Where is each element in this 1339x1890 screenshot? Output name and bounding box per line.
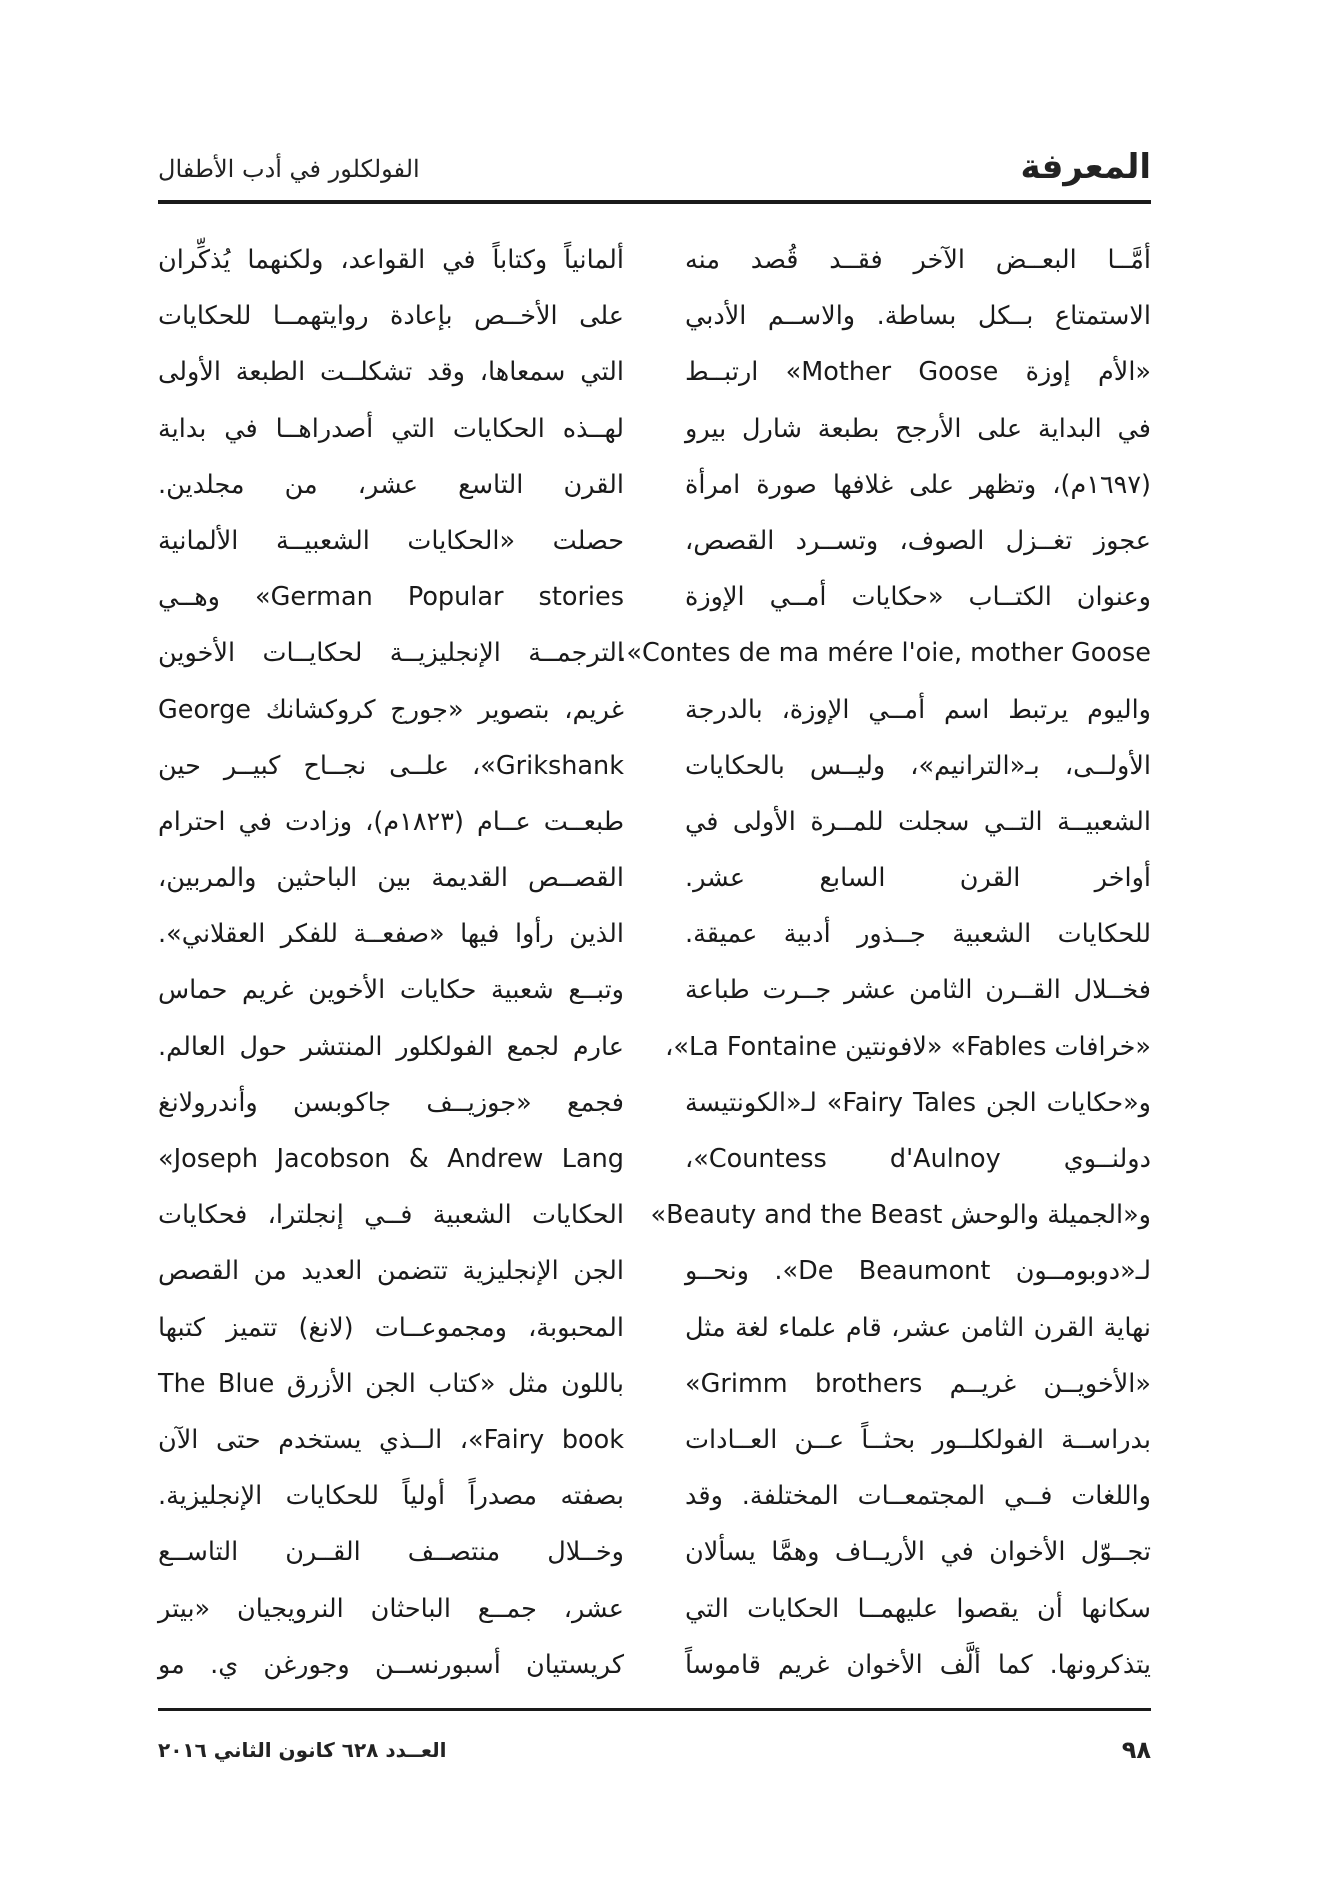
text-line: Joseph Jacobson & Andrew Lang» xyxy=(158,1144,624,1174)
text-line: Contes de ma mére l'oie, mother Goose». xyxy=(618,638,1151,669)
text-line: Grikshank»، علــى نجــاح كبيــر حين xyxy=(158,750,624,781)
text-line: عشر، جمــع الباحثان النرويجيان «بيتر xyxy=(158,1593,624,1624)
text-line: واليوم يرتبط اسم أمــي الإوزة، بالدرجة xyxy=(685,694,1151,725)
text-line: ألمانياً وكتاباً في القواعد، ولكنهما يُذكِّران xyxy=(158,245,624,275)
footer-rule xyxy=(158,1708,1151,1711)
text-line: في البداية على الأرجح بطبعة شارل بيرو xyxy=(685,413,1151,444)
text-line: القرن التاسع عشر، من مجلدين. xyxy=(158,469,624,500)
text-line: الاستمتاع بــكل بساطة. والاســم الأدبي xyxy=(685,301,1151,332)
text-line: «الأم إوزة Mother Goose» ارتبــط xyxy=(685,357,1152,388)
running-title: الفولكلور في أدب الأطفال xyxy=(158,155,420,183)
text-line: الأولــى، بـ«الترانيم»، وليــس بالحكايات xyxy=(685,750,1151,781)
text-line: وخــلال منتصــف القــرن التاســع xyxy=(158,1537,624,1568)
text-line: و«حكايات الجن Fairy Tales» لـ«الكونتيسة xyxy=(685,1087,1151,1118)
text-column-right xyxy=(618,232,1152,1688)
text-line: حصلت «الحكايات الشعبيــة الألمانية xyxy=(158,525,624,556)
text-line: غريم، بتصوير «جورج كروكشانك George xyxy=(158,694,624,725)
text-line: وتبــع شعبية حكايات الأخوين غريم حماس xyxy=(158,975,624,1006)
text-line: كريستيان أسبورنســن وجورغن ي. مو xyxy=(158,1649,624,1680)
header-rule xyxy=(158,200,1151,204)
text-line: المحبوبة، ومجموعــات (لانغ) تتميز كتبها xyxy=(158,1312,624,1343)
text-line: عجوز تغــزل الصوف، وتســرد القصص، xyxy=(685,525,1151,556)
text-line: باللون مثل «كتاب الجن الأزرق The Blue xyxy=(158,1368,624,1399)
text-line: الجن الإنجليزية تتضمن العديد من القصص xyxy=(158,1256,624,1287)
text-line: الترجمــة الإنجليزيــة لحكايــات الأخوين xyxy=(158,638,624,669)
text-line: «الأخويــن غريــم Grimm brothers» xyxy=(685,1368,1151,1399)
text-line: German Popular stories» وهــي xyxy=(158,582,624,613)
text-line: تجــوّل الأخوان في الأريــاف وهمَّا يسألان xyxy=(685,1537,1151,1568)
text-column-left xyxy=(158,232,624,1688)
text-line: للحكايات الشعبية جــذور أدبية عميقة. xyxy=(685,919,1151,950)
text-line: سكانها أن يقصوا عليهمــا الحكايات التي xyxy=(685,1593,1151,1624)
text-line: «خرافات Fables» «لافونتين La Fontaine»، xyxy=(665,1031,1151,1062)
text-line: القصــص القديمة بين الباحثين والمربين، xyxy=(158,863,624,894)
text-line: فخــلال القــرن الثامن عشر جــرت طباعة xyxy=(685,975,1151,1006)
text-line: دولنــوي Countess d'Aulnoy»، xyxy=(685,1144,1151,1174)
magazine-logo: المعرفة xyxy=(1020,147,1151,187)
text-line: الذين رأوا فيها «صفعــة للفكر العقلاني». xyxy=(158,919,624,950)
text-line: و«الجميلة والوحش Beauty and the Beast» xyxy=(650,1200,1151,1231)
text-line: Fairy book»، الــذي يستخدم حتى الآن xyxy=(158,1424,624,1455)
page-number: ٩٨ xyxy=(1121,1736,1151,1764)
text-line: أمَّــا البعــض الآخر فقــد قُصد منه xyxy=(685,245,1151,275)
text-line: أواخر القرن السابع عشر. xyxy=(685,863,1151,894)
text-line: (١٦٩٧م)، وتظهر على غلافها صورة امرأة xyxy=(685,469,1151,500)
text-line: عارم لجمع الفولكلور المنتشر حول العالم. xyxy=(158,1031,624,1062)
text-line: الحكايات الشعبية فــي إنجلترا، فحكايات xyxy=(158,1200,624,1231)
text-line: التي سمعاها، وقد تشكلــت الطبعة الأولى xyxy=(158,357,624,388)
text-line: الشعبيــة التــي سجلت للمــرة الأولى في xyxy=(685,806,1151,837)
text-line: بدراســة الفولكلــور بحثــاً عــن العــادات xyxy=(685,1424,1151,1455)
text-line: فجمع «جوزيــف جاكوبسن وأندرولانغ xyxy=(158,1087,624,1118)
text-line: واللغات فــي المجتمعــات المختلفة. وقد xyxy=(685,1481,1151,1512)
text-line: وعنوان الكتــاب «حكايات أمــي الإوزة xyxy=(685,582,1151,613)
text-line: يتذكرونها. كما ألَّف الأخوان غريم قاموساً xyxy=(685,1649,1151,1680)
issue-info: العــدد ٦٢٨ كانون الثاني ٢٠١٦ xyxy=(158,1738,447,1762)
text-line: على الأخــص بإعادة روايتهمــا للحكايات xyxy=(158,301,624,332)
text-line: لهــذه الحكايات التي أصدراهــا في بداية xyxy=(158,413,624,444)
text-line: طبعــت عــام (١٨٢٣م)، وزادت في احترام xyxy=(158,806,624,837)
text-line: لـ«دوبومــون De Beaumont». ونحــو xyxy=(685,1256,1151,1287)
text-line: نهاية القرن الثامن عشر، قام علماء لغة مثل xyxy=(685,1312,1151,1343)
text-line: بصفته مصدراً أولياً للحكايات الإنجليزية. xyxy=(158,1481,624,1512)
